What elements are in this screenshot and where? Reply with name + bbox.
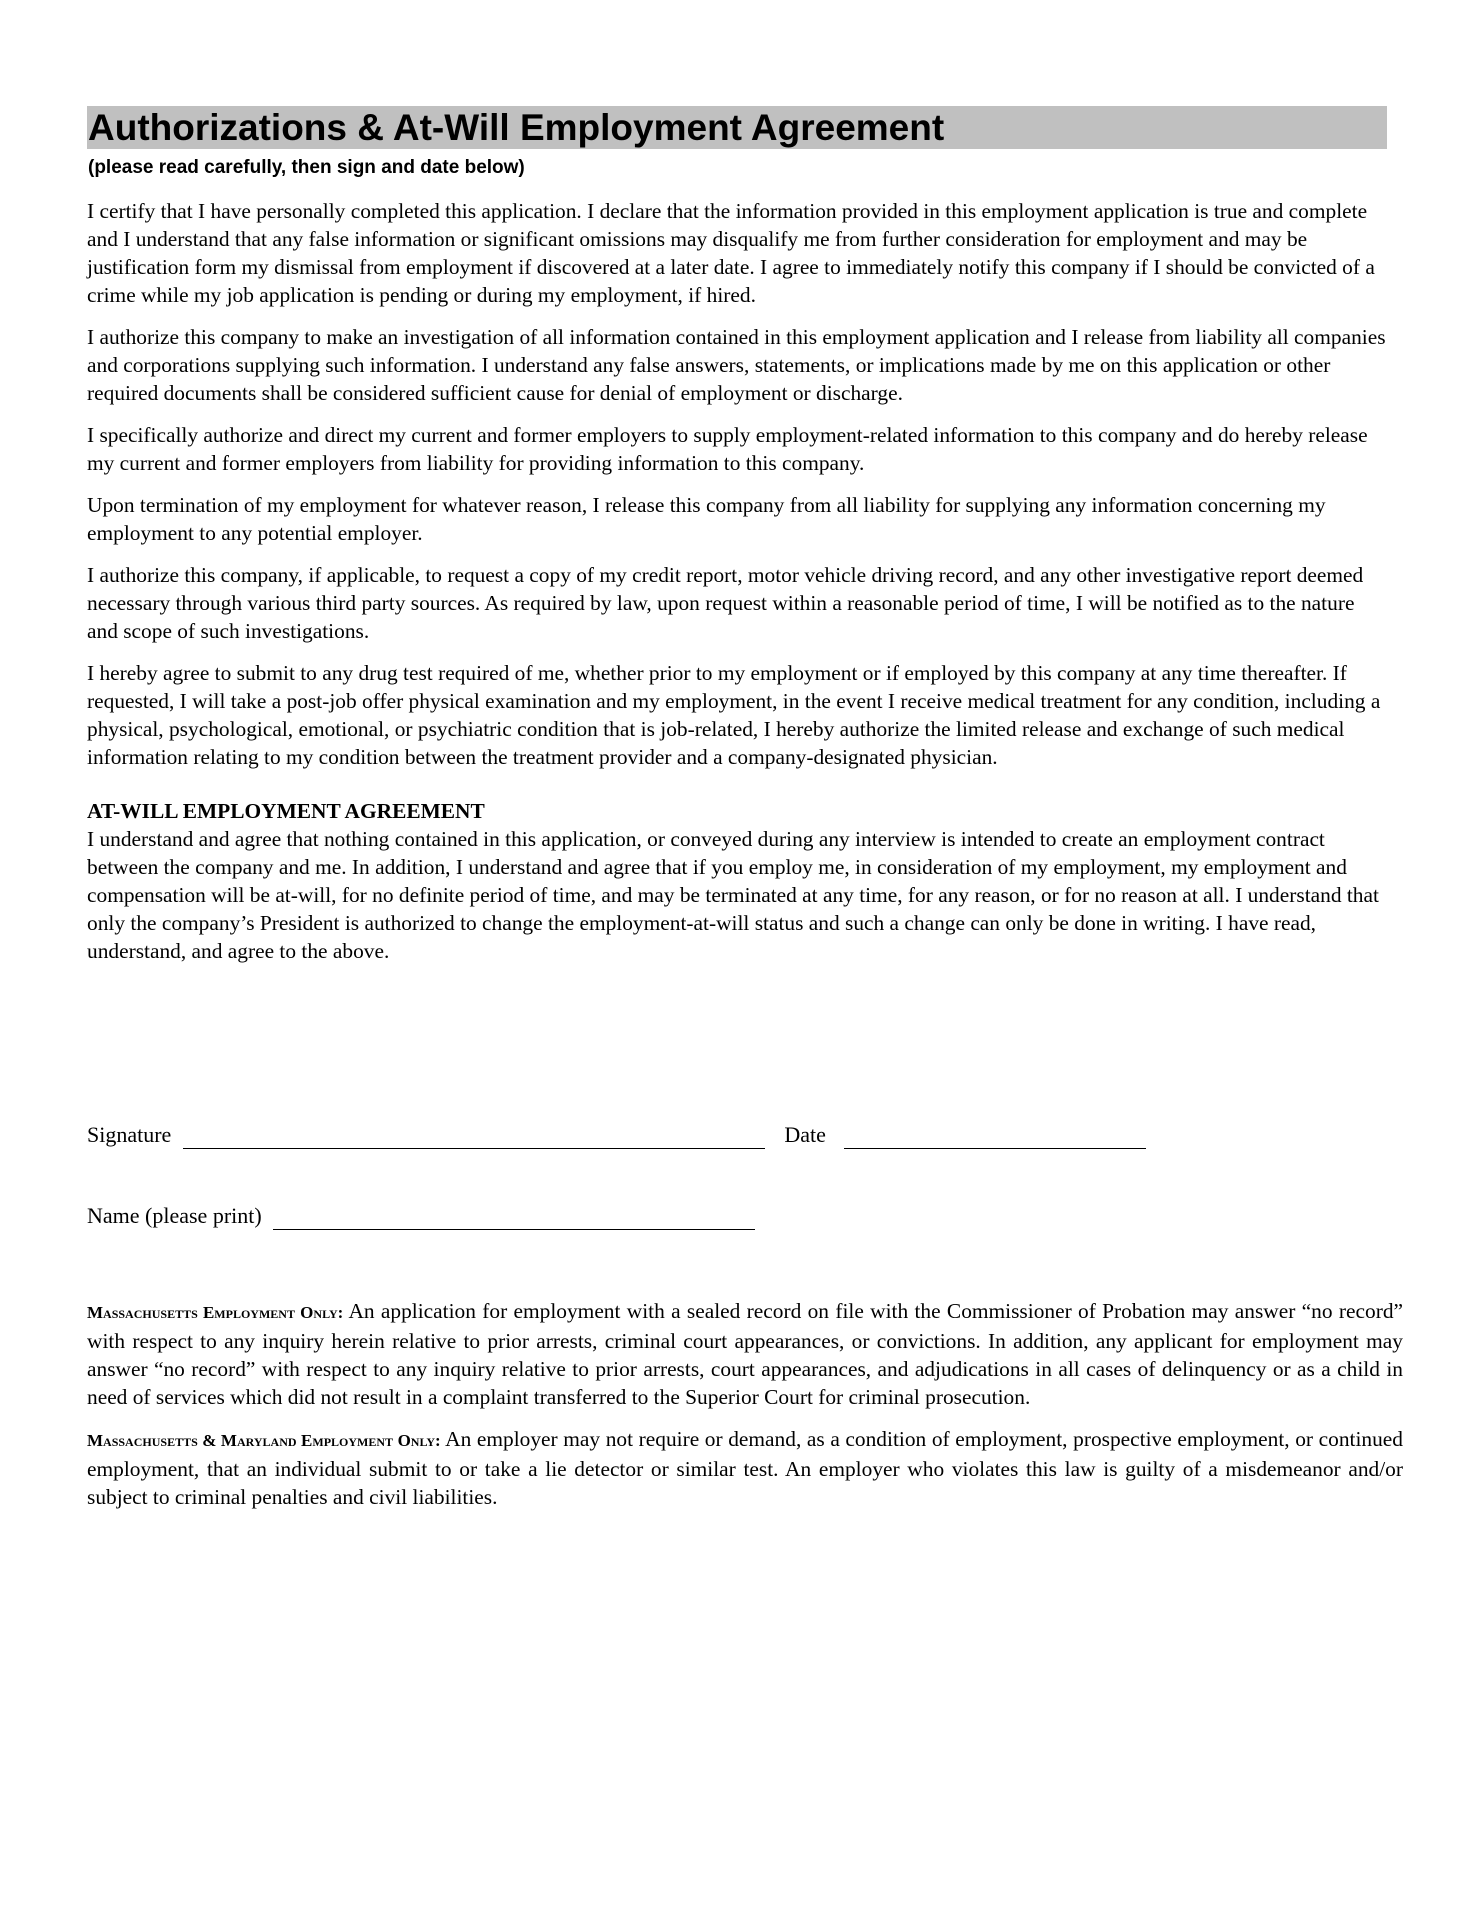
at-will-heading: AT-WILL EMPLOYMENT AGREEMENT bbox=[87, 799, 485, 823]
page-title: Authorizations & At-Will Employment Agreement bbox=[88, 107, 945, 148]
notice-label: Massachusetts & Maryland Employment Only: bbox=[87, 1431, 441, 1450]
page-subtitle: (please read carefully, then sign and date below) bbox=[88, 157, 525, 178]
name-line[interactable] bbox=[273, 1207, 755, 1230]
notice-massachusetts bbox=[87, 1297, 1403, 1411]
at-will-text: I understand and agree that nothing contained in this application, or conveyed during any interview is intended to create an employment contract between the company and me. In addition, I understand and agree that if you employ me, in consideration of my employment, my employment and compensation will be at-will, for no definite period of time, and may be terminated at any time, for any reason, or for no reason at all. I understand that only the company’s President is authorized to change the employment-at-will status and such a change can only be done in writing. I have read, understand, and agree to the above. bbox=[87, 827, 1379, 963]
paragraph-former-employers: I specifically authorize and direct my current and former employers to supply employment-related information to this company and do hereby release my current and former employers from liability for providing information to this company. bbox=[87, 423, 1368, 475]
paragraph-drug-test: I hereby agree to submit to any drug test required of me, whether prior to my employment or if employed by this company at any time thereafter. If requested, I will take a post-job offer physical examination and my employment, in the event I receive medical treatment for any condition, including a physical, psychological, emotional, or psychiatric condition that is job-related, I hereby authorize the limited release and exchange of such medical information relating to my condition between the treatment provider and a company-designated physician. bbox=[87, 661, 1381, 769]
signature-line[interactable] bbox=[183, 1126, 765, 1149]
name-label: Name (please print) bbox=[87, 1203, 262, 1228]
signature-label: Signature bbox=[87, 1122, 172, 1147]
authorization-paragraphs bbox=[87, 197, 1387, 965]
notices bbox=[87, 1297, 1403, 1511]
notice-massachusetts-maryland bbox=[87, 1425, 1403, 1511]
agreement-page bbox=[87, 106, 1387, 965]
date-label: Date bbox=[784, 1122, 826, 1147]
notice-label: Massachusetts Employment Only: bbox=[87, 1303, 344, 1322]
date-line[interactable] bbox=[844, 1126, 1146, 1149]
notice-text: An application for employment with a sealed record on file with the Commissioner of Probation may answer “no record” with respect to any inquiry herein relative to prior arrests, criminal court appearances, or convictions. In addition, any applicant for employment may answer “no record” with respect to any inquiry relative to prior arrests, court appearances, and adjudications in all cases of delinquency or as a child in need of services which did not result in a complaint transferred to the Superior Court for criminal prosecution. bbox=[87, 1299, 1404, 1409]
signature-row bbox=[87, 1121, 1146, 1149]
title-bar bbox=[87, 106, 1387, 149]
paragraph-certification: I certify that I have personally completed this application. I declare that the information provided in this employment application is true and complete and I understand that any false information or significant omissions may disqualify me from further consideration for employment and may be justification form my dismissal from employment if discovered at a later date. I agree to immediately notify this company if I should be convicted of a crime while my job application is pending or during my employment, if hired. bbox=[87, 199, 1375, 307]
paragraph-termination: Upon termination of my employment for whatever reason, I release this company from all liability for supplying any information concerning my employment to any potential employer. bbox=[87, 493, 1326, 545]
name-row bbox=[87, 1202, 755, 1230]
paragraph-investigation: I authorize this company to make an investigation of all information contained in this employment application and I release from liability all companies and corporations supplying such information. I understand any false answers, statements, or implications made by me on this application or other required documents shall be considered sufficient cause for denial of employment or discharge. bbox=[87, 325, 1386, 405]
notice-text: An employer may not require or demand, as a condition of employment, prospective employment, or continued employment, that an individual submit to or take a lie detector or similar test. An employer who violates this law is guilty of a misdemeanor and/or subject to criminal penalties and civil liabilities. bbox=[87, 1427, 1403, 1509]
paragraph-credit-report: I authorize this company, if applicable, to request a copy of my credit report, motor vehicle driving record, and any other investigative report deemed necessary through various third party sources. As required by law, upon request within a reasonable period of time, I will be notified as to the nature and scope of such investigations. bbox=[87, 563, 1364, 643]
